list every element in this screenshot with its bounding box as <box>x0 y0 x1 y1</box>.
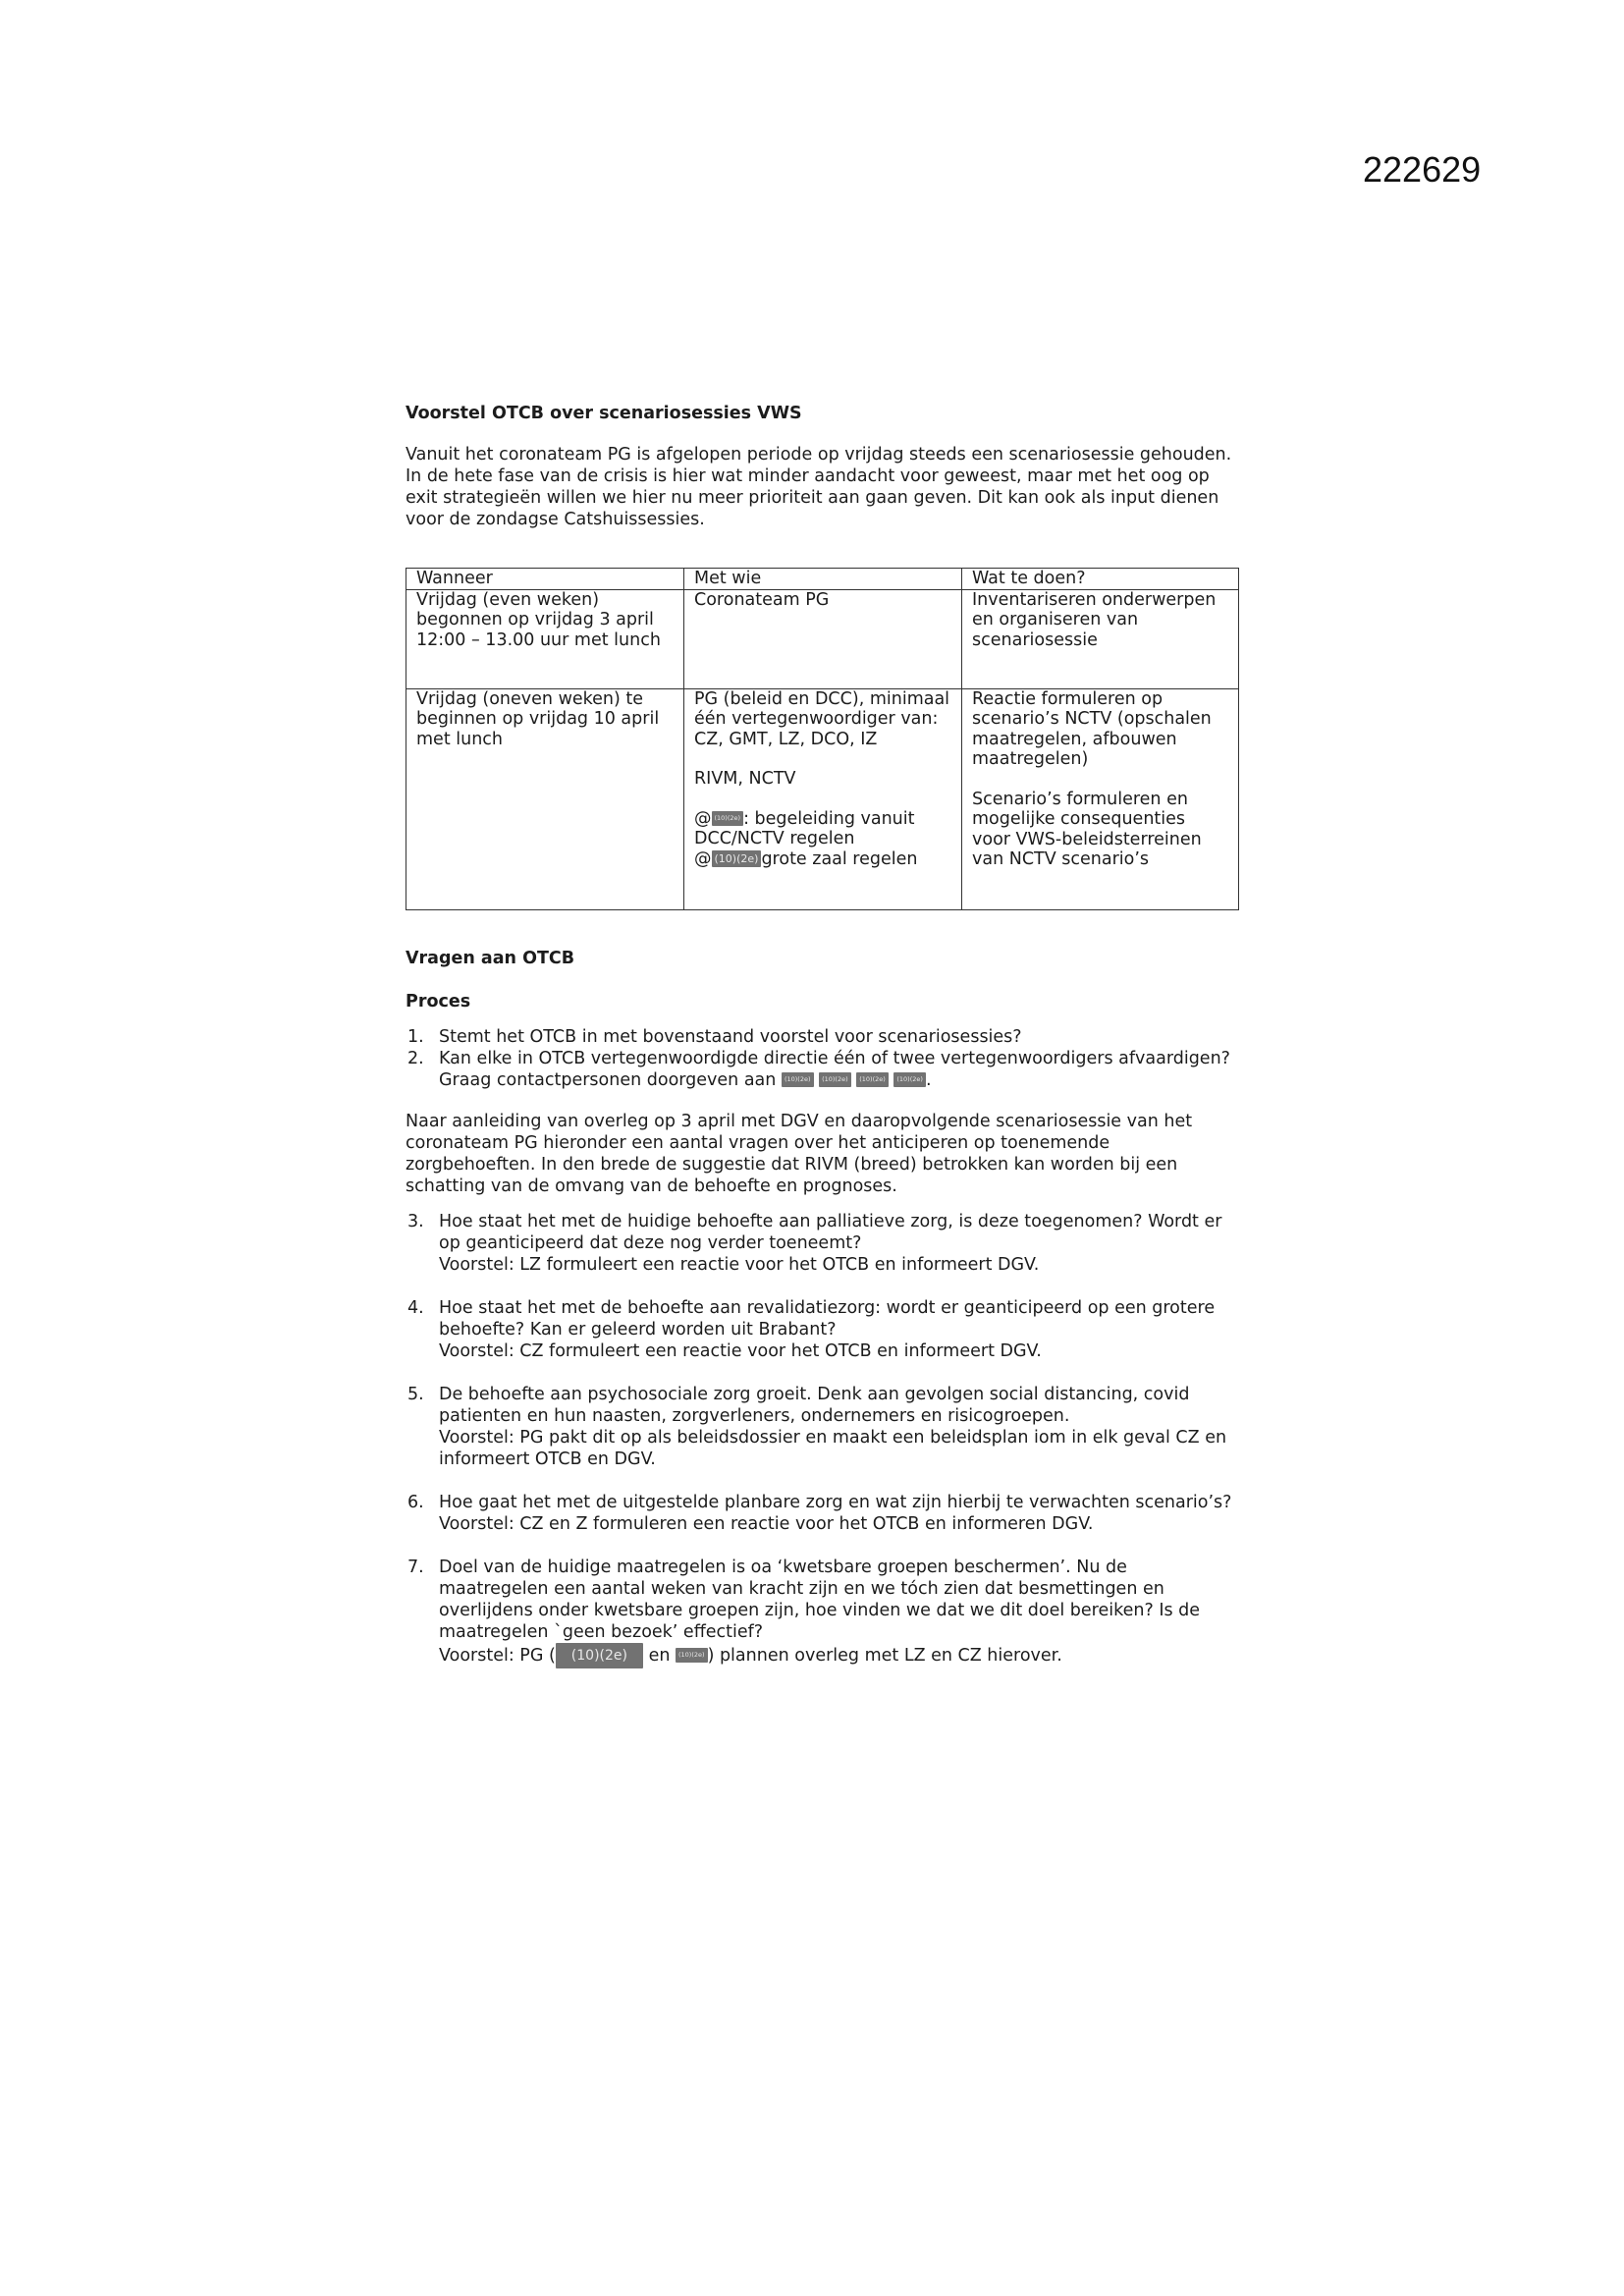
question-text: Hoe staat het met de behoefte aan revalidatiezorg: wordt er geanticipeerd op een grotere behoefte? Kan er geleerd worden uit Brabant? <box>439 1297 1216 1339</box>
cell-wanneer: Vrijdag (oneven weken) te beginnen op vrijdag 10 april met lunch <box>406 688 684 909</box>
question-text: Doel van de huidige maatregelen is oa ‘kwetsbare groepen beschermen’. Nu de maatregelen een aantal weken van kracht zijn en we tóch zien dat besmettingen en overlijdens onder kwetsbare groepen zijn, hoe vinden we dat we dit doel bereiken? Is de maatregelen `geen bezoek’ effectief? <box>439 1557 1201 1642</box>
cell-wat-te-doen: Inventariseren onderwerpen en organiseren van scenariosessie <box>962 589 1239 688</box>
redaction-box: (10)(2e) <box>712 811 744 826</box>
proposal-text: Voorstel: LZ formuleert een reactie voor het OTCB en informeert DGV. <box>439 1254 1040 1275</box>
wat-line: Scenario’s formuleren en mogelijke consequenties voor VWS-beleidsterreinen van NCTV scenario’s <box>972 789 1202 869</box>
intro-paragraph: Vanuit het coronateam PG is afgelopen periode op vrijdag steeds een scenariosessie gehouden. In de hete fase van de crisis is hier wat minder aandacht voor geweest, maar met het oog op exit strategieën willen we hier nu meer prioriteit aan gaan geven. Dit kan ook als input dienen voor de zondagse Catshuissessies. <box>406 445 1232 529</box>
list-item: 3. Hoe staat het met de huidige behoefte aan palliatieve zorg, is deze toegenomen? Wordt er op geanticipeerd dat deze nog verder toeneemt? Voorstel: LZ formuleert een reactie voor het OTCB en informeert DGV. <box>406 1211 1240 1276</box>
question-text: Hoe staat het met de huidige behoefte aan palliatieve zorg, is deze toegenomen? Wordt er op geanticipeerd dat deze nog verder toeneemt? <box>439 1211 1222 1253</box>
subsection-title: Proces <box>406 991 471 1011</box>
table-row <box>406 589 1239 688</box>
list-item: 1. Stemt het OTCB in met bovenstaand voorstel voor scenariosessies? <box>407 1026 1022 1047</box>
at-sign: @ <box>694 848 712 869</box>
at-text: grote zaal regelen <box>761 848 918 869</box>
cell-met-wie <box>684 688 962 909</box>
cell-met-wie: Coronateam PG <box>684 589 962 688</box>
cell-wat-te-doen <box>962 688 1239 909</box>
table-header-cell: Wanneer <box>406 569 684 590</box>
met-wie-line <box>694 849 951 870</box>
redaction-box: (10)(2e) <box>556 1643 643 1668</box>
context-paragraph: Naar aanleiding van overleg op 3 april met DGV en daaropvolgende scenariosessie van het coronateam PG hieronder een aantal vragen over het anticiperen op toenemende zorgbehoeften. In den brede de suggestie dat RIVM (breed) betrokken kan worden bij een schatting van de omvang van de behoefte en prognoses. <box>406 1111 1193 1196</box>
redaction-box: (10)(2e) <box>676 1648 708 1663</box>
list-item: 7. Doel van de huidige maatregelen is oa ‘kwetsbare groepen beschermen’. Nu de maatregelen een aantal weken van kracht zijn en we tóch zien dat besmettingen en overlijdens onder kwetsbare groepen zijn, hoe vinden we dat we dit doel bereiken? Is de maatregelen `geen bezoek’ effectief? Voorstel: PG ( (10)(2e) en (10)(2e) ) plannen overleg met LZ en CZ hierover. <box>406 1557 1240 1668</box>
proces-list <box>406 1026 1240 1091</box>
proposal-text: Voorstel: PG ( (10)(2e) en (10)(2e) ) plannen overleg met LZ en CZ hierover. <box>439 1643 1240 1668</box>
table-header-cell: Wat te doen? <box>962 569 1239 590</box>
met-wie-line: RIVM, NCTV <box>694 769 796 789</box>
redaction-box: (10)(2e) <box>819 1072 851 1087</box>
met-wie-line: PG (beleid en DCC), minimaal één vertegenwoordiger van: CZ, GMT, LZ, DCO, IZ <box>694 688 950 749</box>
cell-wanneer: Vrijdag (even weken) begonnen op vrijdag 3 april 12:00 – 13.00 uur met lunch <box>406 589 684 688</box>
proposal-text: Voorstel: CZ en Z formuleren een reactie voor het OTCB en informeren DGV. <box>439 1513 1094 1534</box>
redaction-box: (10)(2e) <box>856 1072 889 1087</box>
table-row <box>406 688 1239 909</box>
proposal-text: Voorstel: PG pakt dit op als beleidsdossier en maakt een beleidsplan iom in elk geval CZ en informeert OTCB en DGV. <box>439 1427 1227 1469</box>
list-item: 5. De behoefte aan psychosociale zorg groeit. Denk aan gevolgen social distancing, covid patienten en hun naasten, zorgverleners, ondernemers en risicogroepen. Voorstel: PG pakt dit op als beleidsdossier en maakt een beleidsplan iom in elk geval CZ en informeert OTCB en DGV. <box>406 1384 1240 1470</box>
questions-list <box>406 1211 1240 1668</box>
redaction-box: (10)(2e) <box>893 1072 926 1087</box>
table-header-cell: Met wie <box>684 569 962 590</box>
question-text: De behoefte aan psychosociale zorg groeit. Denk aan gevolgen social distancing, covid patienten en hun naasten, zorgverleners, ondernemers en risicogroepen. <box>439 1384 1190 1426</box>
document-number: 222629 <box>1363 149 1482 190</box>
list-item: 2. Kan elke in OTCB vertegenwoordigde directie één of twee vertegenwoordigers afvaardigen? Graag contactpersonen doorgeven aan (10)(2e) (10)(2e) (10)(2e) (10)(2e) . <box>407 1048 1230 1090</box>
question-text: Hoe gaat het met de uitgestelde planbare zorg en wat zijn hierbij te verwachten scenario’s? <box>439 1492 1232 1512</box>
redaction-box: (10)(2e) <box>782 1072 814 1087</box>
wat-line: Reactie formuleren op scenario’s NCTV (opschalen maatregelen, afbouwen maatregelen) <box>972 688 1212 769</box>
document-title: Voorstel OTCB over scenariosessies VWS <box>406 404 802 423</box>
met-wie-line <box>694 809 951 849</box>
document-body <box>406 403 1240 1668</box>
list-item: 4. Hoe staat het met de behoefte aan revalidatiezorg: wordt er geanticipeerd op een grotere behoefte? Kan er geleerd worden uit Brabant? Voorstel: CZ formuleert een reactie voor het OTCB en informeert DGV. <box>406 1297 1240 1362</box>
at-text: : begeleiding vanuit DCC/NCTV regelen <box>694 808 915 848</box>
redaction-box: (10)(2e) <box>712 850 762 867</box>
at-sign: @ <box>694 808 712 829</box>
list-item: 6. Hoe gaat het met de uitgestelde planbare zorg en wat zijn hierbij te verwachten scenario’s? Voorstel: CZ en Z formuleren een reactie voor het OTCB en informeren DGV. <box>406 1492 1240 1535</box>
table-header-row <box>406 569 1239 590</box>
planning-table <box>406 568 1239 910</box>
section-title: Vragen aan OTCB <box>406 948 575 968</box>
proposal-text: Voorstel: CZ formuleert een reactie voor het OTCB en informeert DGV. <box>439 1340 1042 1361</box>
